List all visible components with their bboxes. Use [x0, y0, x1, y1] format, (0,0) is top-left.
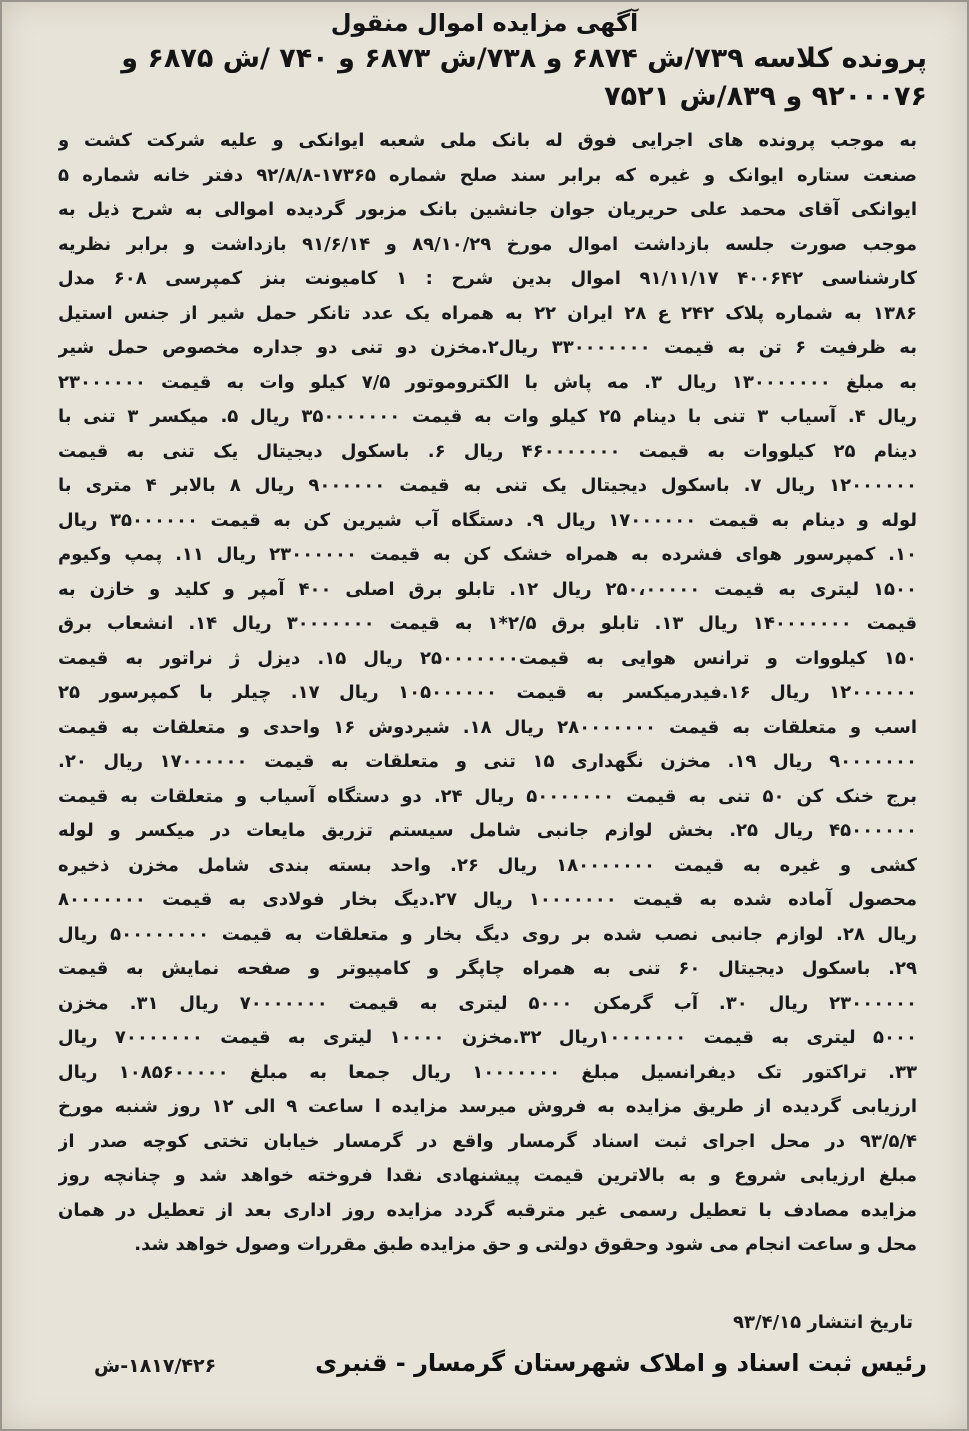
body-text-line: ۱۵۰ کیلووات و ترانس هوایی به قیمت۲۵۰۰۰۰۰۰۰ ریال ۱۵. دیزل ژ نراتور به قیمت — [58, 647, 917, 669]
body-text-line: کارشناسی ۴۰۰۶۴۲ ۹۱/۱۱/۱۷ اموال بدین شرح : ۱ کامیونت بنز کمپرسی ۶۰۸ مدل — [58, 268, 917, 289]
body-text-line: برج خنک کن ۵۰ تنی به قیمت ۵۰۰۰۰۰۰۰ ریال ۲۴. دو دستگاه آسیاب و متعلقات به قیمت — [58, 785, 917, 807]
reference-number: ۱۸۱۷/۴۲۶-ش — [94, 1355, 217, 1377]
body-text-line: ۴۵۰۰۰۰۰۰ ریال ۲۵. بخش لوازم جانبی شامل سیستم تزریق مایعات در میکسر و لوله — [58, 820, 917, 841]
notice-title: آگهی مزایده اموال منقول — [330, 9, 639, 37]
body-text-line: ۳۳. تراکتور تک دیفرانسیل مبلغ ۱۰۰۰۰۰۰۰ ریال جمعا به مبلغ ۱۰۸۵۶۰۰۰۰۰ ریال — [58, 1061, 917, 1083]
body-text-line: ریال ۴. آسیاب ۳ تنی با دینام ۲۵ کیلو وات به قیمت ۳۵۰۰۰۰۰۰۰ ریال ۵. میکسر ۳ تنی با — [58, 406, 917, 427]
case-number-line-2: ۹۲۰۰۰۷۶ و ۸۳۹/ش ۷۵۲۱ — [604, 81, 927, 112]
body-text-line: ۱۲۰۰۰۰۰۰ ریال ۷. باسکول دیجیتال یک تنی به قیمت ۹۰۰۰۰۰۰ ریال ۸ بالابر ۴ متری با — [58, 475, 917, 496]
body-text-line: لوله و دینام به قیمت ۱۷۰۰۰۰۰۰ ریال ۹. دستگاه آب شیرین کن به قیمت ۳۵۰۰۰۰۰۰ ریال — [58, 509, 917, 531]
body-text-line: محل و ساعت انجام می شود وحقوق دولتی و حق مزایده طبق مقررات وصول خواهد شد. — [134, 1234, 917, 1255]
body-text-line: کشی و غیره به قیمت ۱۸۰۰۰۰۰۰۰ ریال ۲۶. واحد بسته بندی شامل مخزن ذخیره — [58, 854, 917, 876]
body-text-line: ۲۹. باسکول دیجیتال ۶۰ تنی به همراه چاپگر و کامپیوتر و صفحه نمایش به قیمت — [58, 958, 917, 979]
body-text-line: صنعت ستاره ایوانک و غیره که برابر سند صلح شماره ۱۷۳۶۵-۹۲/۸/۸ دفتر خانه شماره ۵ — [58, 164, 917, 186]
body-text-line: موجب صورت جلسه بازداشت اموال مورخ ۸۹/۱۰/۲۹ و ۹۱/۶/۱۴ بازداشت و برابر نظریه — [58, 233, 917, 255]
body-text-line: به مبلغ ۱۳۰۰۰۰۰۰۰ ریال ۳. مه پاش با الکتروموتور ۷/۵ کیلو وات به قیمت ۲۳۰۰۰۰۰۰ — [58, 371, 917, 393]
body-text-line: به موجب پرونده های اجرایی فوق له بانک ملی شعبه ایوانکی و علیه شرکت کشت و — [58, 130, 917, 151]
publication-date: تاریخ انتشار ۹۳/۴/۱۵ — [733, 1312, 913, 1333]
body-text-line: ۱۳۸۶ به شماره پلاک ۲۴۲ ع ۲۸ ایران ۲۲ به همراه یک عدد تانکر حمل شیر از جنس استیل — [58, 302, 917, 324]
body-text-line: ایوانکی آقای محمد علی حریریان جوان جانشین بانک مزبور گردیده اموالی به شرح ذیل به — [58, 199, 917, 220]
body-text-line: محصول آماده شده به قیمت ۱۰۰۰۰۰۰۰ ریال ۲۷.دیگ بخار فولادی به قیمت ۸۰۰۰۰۰۰۰ — [58, 889, 917, 910]
body-text-line: ۵۰۰۰ لیتری به قیمت ۱۰۰۰۰۰۰۰ریال ۳۲.مخزن ۱۰۰۰۰ لیتری به قیمت ۷۰۰۰۰۰۰۰ ریال — [58, 1027, 917, 1048]
body-text-line: ۱۰. کمپرسور هوای فشرده به همراه خشک کن به قیمت ۲۳۰۰۰۰۰۰ ریال ۱۱. پمپ وکیوم — [58, 544, 917, 565]
body-text-line: به ظرفیت ۶ تن به قیمت ۳۳۰۰۰۰۰۰۰ ریال۲.مخزن دو تنی دو جداره مخصوص حمل شیر — [58, 337, 917, 358]
case-number-line-1: پرونده کلاسه ۷۳۹/ش ۶۸۷۴ و ۷۳۸/ش ۶۸۷۳ و ۷۴۰ /ش ۶۸۷۵ و — [121, 43, 927, 74]
body-text-line: ریال ۲۸. لوازم جانبی نصب شده بر روی دیگ بخار و متعلقات به قیمت ۵۰۰۰۰۰۰۰۰ ریال — [58, 923, 917, 945]
body-text-line: اسب و متعلقات به قیمت ۲۸۰۰۰۰۰۰۰ ریال ۱۸. شیردوش ۱۶ واحدی و متعلقات به قیمت — [58, 716, 917, 738]
body-text-line: ۹۳/۵/۴ در محل اجرای ثبت اسناد گرمسار واقع در گرمسار خیابان تختی کوچه صدر از — [58, 1130, 917, 1152]
body-text-line: دینام ۲۵ کیلووات به قیمت ۴۶۰۰۰۰۰۰۰ ریال ۶. باسکول دیجیتال یک تنی به قیمت — [58, 440, 917, 462]
body-text-line: مبلغ ارزیابی شروع و به بالاترین قیمت پیشنهادی نقدا فروخته خواهد شد و چنانچه روز — [58, 1165, 917, 1186]
body-text-line: قیمت ۱۴۰۰۰۰۰۰۰ ریال ۱۳. تابلو برق ۲/۵*۱ به قیمت ۳۰۰۰۰۰۰۰ ریال ۱۴. انشعاب برق — [58, 613, 917, 634]
body-text-line: ۹۰۰۰۰۰۰۰ ریال ۱۹. مخزن نگهداری ۱۵ تنی و متعلقات به قیمت ۱۷۰۰۰۰۰۰ ریال ۲۰. — [58, 751, 917, 772]
body-text-line: ۱۲۰۰۰۰۰۰ ریال ۱۶.فیدرمیکسر به قیمت ۱۰۵۰۰۰۰۰۰ ریال ۱۷. چیلر با کمپرسور ۲۵ — [58, 682, 917, 703]
body-text-line: ارزیابی گردیده از طریق مزایده به فروش میرسد مزایده ا ساعت ۹ الی ۱۲ روز شنبه مورخ — [58, 1096, 917, 1117]
body-text-line: ۲۳۰۰۰۰۰۰ ریال ۳۰. آب گرمکن ۵۰۰۰ لیتری به قیمت ۷۰۰۰۰۰۰۰ ریال ۳۱. مخزن — [58, 992, 917, 1014]
signature-line: رئیس ثبت اسناد و املاک شهرستان گرمسار - قنبری — [315, 1349, 927, 1377]
body-text-line: ۱۵۰۰ لیتری به قیمت ۲۵۰،۰۰۰۰۰ ریال ۱۲. تابلو برق اصلی ۴۰۰ آمپر و کلید و خازن به — [58, 578, 917, 600]
body-text-line: مزایده مصادف با تعطیل رسمی غیر مترقبه گردد مزایده روز اداری بعد از تعطیل در همان — [58, 1199, 917, 1221]
notice-body — [58, 124, 917, 1263]
